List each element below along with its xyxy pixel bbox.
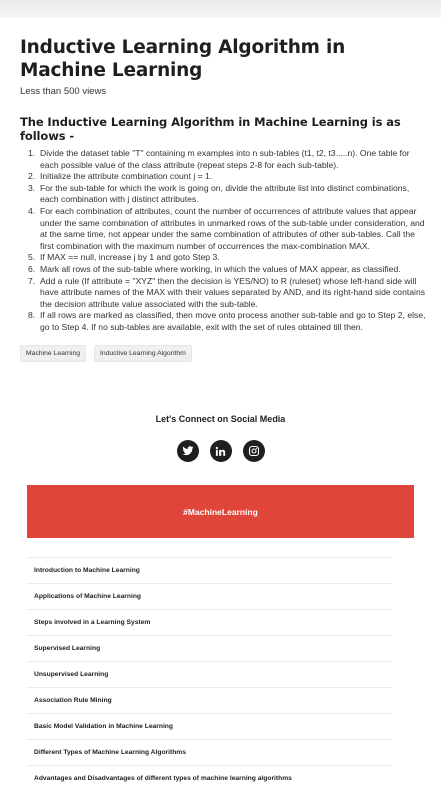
step-item xyxy=(20,276,430,311)
related-link[interactable]: Basic Model Validation in Machine Learning xyxy=(27,713,392,739)
step-item xyxy=(20,252,430,264)
step-text: Divide the dataset table "T" containing m examples into n sub-tables (t1, t2, t3.....n). One table for each possible value of the class attribute (repeat steps 2-8 for each sub-table). xyxy=(40,148,410,170)
step-text: For the sub-table for which the work is going on, divide the attribute list into distinct combinations, each combination with j distinct attributes. xyxy=(40,182,410,205)
linkedin-icon[interactable] xyxy=(210,440,232,462)
view-count: Less than 500 views xyxy=(20,86,107,97)
related-link[interactable]: Association Rule Mining xyxy=(27,687,392,713)
twitter-glyph xyxy=(182,445,194,457)
step-text: If all rows are marked as classified, then move onto process another sub-table and go to Step 2, else, go to Step 4. If no sub-tables are available, exit with the set of rules obtained till then. xyxy=(40,310,426,332)
step-item xyxy=(20,171,430,183)
step-number: 6. xyxy=(28,263,36,274)
step-item xyxy=(20,264,430,276)
tag-machine-learning[interactable]: Machine Learning xyxy=(20,345,86,362)
related-link[interactable]: Different Types of Machine Learning Algorithms xyxy=(27,739,392,765)
browser-top-bar xyxy=(0,0,441,18)
social-heading: Let's Connect on Social Media xyxy=(155,414,286,424)
related-link[interactable]: Supervised Learning xyxy=(27,635,392,661)
tag-inductive-learning-algorithm[interactable]: Inductive Learning Algorithm xyxy=(94,345,192,362)
tag-list xyxy=(20,345,430,362)
step-item xyxy=(20,148,430,171)
page-title: Inductive Learning Algorithm in Machine Learning xyxy=(20,37,346,81)
social-icons xyxy=(0,440,441,462)
step-item xyxy=(20,310,430,333)
step-number: 3. xyxy=(28,182,36,193)
related-link[interactable]: Steps involved in a Learning System xyxy=(27,609,392,635)
step-number: 1. xyxy=(28,148,36,158)
step-number: 2. xyxy=(28,171,36,182)
related-link[interactable]: Advantages and Disadvantages of different types of machine learning algorithms xyxy=(27,765,392,791)
related-link[interactable]: Applications of Machine Learning xyxy=(27,583,392,609)
related-link[interactable]: Unsupervised Learning xyxy=(27,661,392,687)
step-number: 5. xyxy=(28,252,36,263)
step-number: 4. xyxy=(28,205,36,216)
algorithm-steps-list xyxy=(20,148,430,334)
instagram-icon[interactable] xyxy=(243,440,265,462)
related-link[interactable]: Introduction to Machine Learning xyxy=(27,557,392,583)
step-text: For each combination of attributes, count the number of occurrences of attribute values that appear under the same combination of attributes in unmarked rows of the sub-table under consideration, and at the same time, not appear under the same combination of attributes of other sub-tables. Call the first combination with the maximum number of occurrences the max-combination MAX. xyxy=(40,205,425,251)
hashtag-banner[interactable] xyxy=(27,485,414,538)
section-heading: The Inductive Learning Algorithm in Machine Learning is as follows - xyxy=(20,115,401,143)
step-item xyxy=(20,183,430,206)
step-text: Add a rule (If attribute = "XYZ" then the decision is YES/NO) to R (ruleset) whose left-hand side will have attribute names of the MAX with their values separated by AND, and its right-hand side contains the decision attribute value associated with the sub-table. xyxy=(40,275,426,309)
hashtag-label: #MachineLearning xyxy=(183,506,258,517)
related-links-list xyxy=(27,557,392,791)
step-text: If MAX == null, increase j by 1 and goto Step 3. xyxy=(40,252,220,263)
step-number: 7. xyxy=(28,275,36,286)
article xyxy=(20,36,430,362)
twitter-icon[interactable] xyxy=(177,440,199,462)
step-text: Mark all rows of the sub-table where working, in which the values of MAX appear, as classified. xyxy=(40,263,401,274)
step-number: 8. xyxy=(28,310,36,321)
step-text: Initialize the attribute combination count j = 1. xyxy=(40,171,213,182)
instagram-glyph xyxy=(248,445,260,457)
step-item xyxy=(20,206,430,252)
linkedin-glyph xyxy=(215,446,226,457)
